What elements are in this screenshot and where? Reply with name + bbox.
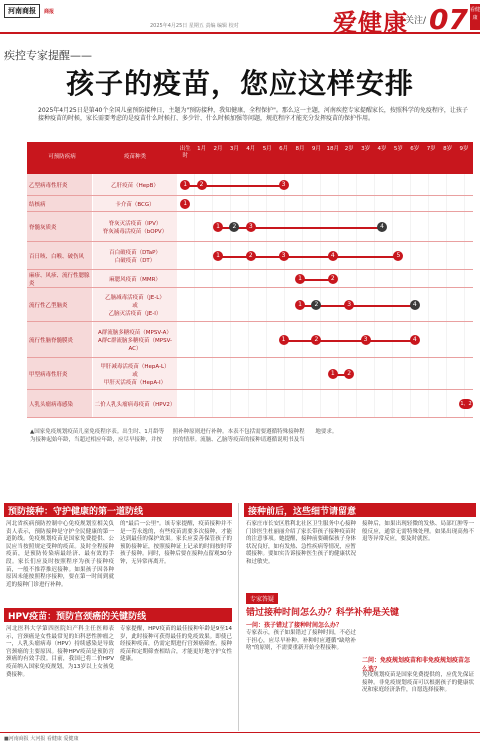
header-disease: 可预防疾病 [48, 154, 76, 160]
disease-name: 脊髓灰质炎 [27, 212, 93, 241]
hpv-col-1: 河北医科大学第四医院妇产科主任医师表示，宫颈癌是女性最常见的妇科恶性肿瘤之一，人乳头瘤病毒（HPV）持续感染是导致宫颈癌的主要原因。接种HPV疫苗是预防宫颈癌的有效手段。目前，我国已将二价HPV疫苗纳入国家免疫规划，为13岁以上女孩免费接种。 [6, 626, 114, 678]
header-age-7: 8月 [295, 146, 305, 152]
vaccine-name [93, 174, 177, 195]
dose-marker: 2 [311, 335, 321, 345]
disease-name: 流行性脑脊髓膜炎 [27, 322, 93, 357]
dose-marker: 2 [328, 274, 338, 284]
header-age-5: 5月 [262, 146, 272, 152]
vaccine-name [93, 288, 177, 321]
section-header-hpv [4, 608, 232, 622]
vaccine-line: 乙脑灭活疫苗（JE-I） [108, 310, 162, 317]
dose-marker: 4 [328, 251, 338, 261]
schedule-row [27, 196, 473, 212]
schedule-row [27, 390, 473, 418]
vaccine-name [93, 358, 177, 389]
precaution-col-1: 石家庄市长安区胜利北社区卫生服务中心接种门诊医生杜丽丽介绍了家长带孩子接种疫苗时的注意事项。她提醒，接种前要确保孩子身体状况良好，如有发热、急性疾病等情况，应暂缓接种。要如实告诉接种医生孩子的健康状况和过敏史。 [246, 521, 357, 565]
dose-marker: 1 [180, 180, 190, 190]
header-age-0: 出生时 [179, 146, 191, 159]
vaccine-line: 或 [132, 371, 138, 378]
vaccine-line: 脊灰减毒活疫苗（bOPV） [102, 228, 168, 235]
section-title-vaccination: 预防接种：守护健康的第一道防线 [8, 506, 144, 517]
section-title-precautions: 接种前后，这些细节请留意 [248, 506, 357, 517]
schedule-body [27, 174, 473, 418]
dose-marker: 1 [295, 274, 305, 284]
dose-marker: 1 [279, 335, 289, 345]
side-band: 看健康 [470, 4, 480, 30]
article-col-2: 的"最后一公里"。该专家提醒，疫苗接种并不是一劳永逸的，有些疫苗需要多次接种，才能达到最佳的保护效果。家长应妥善保管孩子的预防接种证，按照接种证上记录的时间按时带孩子接种。同时，接种后要在接种点留观30分钟，无异常再离开。 [120, 521, 232, 565]
dose-connector [284, 340, 415, 342]
schedule-row [27, 270, 473, 288]
dose-marker: 1 [295, 300, 305, 310]
column-divider [238, 503, 239, 731]
dose-marker: 1 [213, 222, 223, 232]
vaccine-name [93, 196, 177, 211]
schedule-row [27, 174, 473, 196]
dose-marker: 5 [393, 251, 403, 261]
schedule-row [27, 288, 473, 322]
newspaper-logo: 河南商报 [4, 4, 40, 18]
qa-tag: 专家答疑 [246, 593, 278, 604]
section-title: 爱健康 [333, 9, 408, 37]
schedule-header [27, 142, 487, 174]
vaccine-line: 乙脑减毒活疫苗（JE-L） [105, 294, 165, 301]
header-age-13: 5岁 [393, 146, 403, 152]
dose-marker: 1 [180, 199, 190, 209]
qa-title: 错过接种时间怎么办？科学补种是关键 [246, 608, 400, 618]
masthead-logo-group [4, 4, 54, 18]
dose-marker: 2 [246, 251, 256, 261]
header-age-3: 3月 [229, 146, 239, 152]
dose-connector [218, 227, 382, 229]
vaccine-line: 麻腮风疫苗（MMR） [109, 276, 161, 283]
date-line: 2025年4月25日 星期五 责编 编辑 校对 [150, 23, 239, 29]
vaccine-line: A群C群流脑多糖疫苗（MPSV-AC） [97, 337, 173, 352]
dose-marker: 1、2 [460, 401, 472, 407]
logo-subtitle: 商报 [44, 8, 55, 15]
section-header-precautions [244, 503, 476, 517]
header-age-8: 9月 [311, 146, 321, 152]
vaccine-name [93, 242, 177, 269]
lead-paragraph: 2025年4月25日是第40个全国儿童预防接种日，主题为"预防接种，我知健康，全程保护"。那么这一主题，河南疾控专家提醒家长，按照科学的免疫程序，让孩子接种疫苗的时候，家长需要考虑的是疫苗什么时候打、多少针、什么时候加强等问题，规范程序才能充分发挥疫苗的保护作用。 [38, 107, 468, 122]
dose-marker: 3 [279, 180, 289, 190]
dose-marker: 3 [344, 300, 354, 310]
hpv-col-2: 专家提醒，HPV疫苗的最佳接种年龄是9至14岁，此时接种可获得最佳的免疫效果。即使已经接种疫苗，仍需定期进行宫颈癌筛查。接种疫苗和定期筛查相结合，才能更好地守护女性健康。 [120, 626, 232, 663]
qa-answer-1: 专家表示，孩子如果错过了接种时间，不必过于担心，应尽早补种。补种时应遵循"缺啥补啥"的原则，不需要重新开始全程接种。 [246, 630, 357, 652]
header-age-11: 3岁 [361, 146, 371, 152]
dose-grid [177, 390, 473, 417]
vaccine-line: 甲肝灭活疫苗（HepA-I） [103, 379, 167, 386]
vaccine-name [93, 212, 177, 241]
vaccine-line: 乙肝疫苗（HepB） [111, 182, 159, 189]
dose-marker: 2 [344, 369, 354, 379]
header-age-2: 2月 [213, 146, 223, 152]
header-age-17: 9岁 [459, 146, 469, 152]
dose-marker: 4 [377, 222, 387, 232]
dose-marker: 1 [328, 369, 338, 379]
dose-grid [177, 358, 473, 389]
disease-name: 结核病 [27, 196, 93, 211]
vaccine-line: 白破疫苗（DT） [114, 257, 156, 264]
headline-kicker: 疾控专家提醒—— [4, 49, 92, 62]
vaccine-line: 二价人乳头瘤病毒疫苗（HPV2） [94, 401, 176, 408]
header-age-9: 18月 [326, 146, 340, 152]
section-label: ·关注/ [402, 16, 426, 26]
masthead [0, 0, 481, 37]
header-age-4: 4月 [246, 146, 256, 152]
schedule-row [27, 242, 473, 270]
header-age-16: 8岁 [443, 146, 453, 152]
schedule-row [27, 212, 473, 242]
dose-marker: 1 [213, 251, 223, 261]
vaccine-line: A群流脑多糖疫苗（MPSV-A） [98, 329, 172, 336]
qa-question-2: 二问：免疫规划疫苗和非免疫规划疫苗怎么选？ [362, 657, 471, 673]
vaccine-line: 卡介苗（BCG） [115, 201, 155, 208]
schedule-footnote: ▲国家免疫规划疫苗儿童免疫程序表。出生时、1月龄等为接种起始年龄，当超过相应年龄，应尽早接种，并按照补种原则进行补种。本表不包括需要遵循特殊接种程序的情形。流脑、乙脑等疫苗的接种请遵循说明书及当地要求。 [30, 429, 338, 443]
vaccine-name [93, 322, 177, 357]
header-age-10: 2岁 [344, 146, 354, 152]
disease-name: 人乳头瘤病毒感染 [27, 390, 93, 417]
immunization-schedule [27, 142, 487, 418]
header-vaccine: 疫苗种类 [123, 154, 146, 160]
header-age-18: 13岁以上 [474, 146, 487, 159]
header-age-12: 4岁 [377, 146, 387, 152]
disease-name: 百日咳、白喉、破伤风 [27, 242, 93, 269]
precaution-col-2: 接种后，如果出现轻微的发热、局部红肿等一般反应，通常无需特殊处理。如果出现高热不退等异常反应，要及时就医。 [362, 521, 474, 543]
header-age-14: 6岁 [410, 146, 420, 152]
header-age-15: 7岁 [426, 146, 436, 152]
vaccine-line: 甲肝减毒活疫苗（HepA-L） [100, 363, 170, 370]
dose-marker: 3 [246, 222, 256, 232]
vaccine-line: 百白破疫苗（DTaP） [109, 249, 161, 256]
vaccine-name [93, 270, 177, 287]
disease-name: 乙型病毒性肝炎 [27, 174, 93, 195]
dose-grid [177, 196, 473, 211]
article-col-1: 河北省疾病预防控制中心免疫规划室相关负责人表示，预防接种是守护全民健康的第一道防线。免疫规划疫苗是国家免费提供、公民应当按照规定受种的疫苗。及时全程接种疫苗，是预防传染病最经济、最有效的手段。家长们应及时按照程序为孩子接种疫苗，一般不推荐推迟接种。如果孩子因各种原因未能按照程序接种，要在第一时间到就近的接种门诊进行补种。 [6, 521, 114, 588]
dose-marker: 4 [410, 335, 420, 345]
dose-marker: 4 [410, 300, 420, 310]
vaccine-name [93, 390, 177, 417]
header-age-1: 1月 [197, 146, 207, 152]
schedule-row [27, 358, 473, 390]
dose-marker: 3 [279, 251, 289, 261]
qa-answer-2: 免疫规划疫苗是国家免费提供的，应优先保证接种。非免疫规划疫苗可以根据孩子的健康状况和家庭经济条件，自愿选择接种。 [362, 672, 474, 694]
main-headline: 孩子的疫苗，您应这样安排 [65, 67, 414, 100]
disease-name: 流行性乙型脑炎 [27, 288, 93, 321]
header-age-6: 6月 [279, 146, 289, 152]
disease-name: 甲型病毒性肝炎 [27, 358, 93, 389]
page-footer: ■河南商报 大河报 看健康 爱健康 [0, 732, 480, 742]
schedule-row [27, 322, 473, 358]
page-number: 07 [429, 3, 468, 36]
dose-marker: 2 [197, 180, 207, 190]
dose-marker: 2 [229, 222, 239, 232]
section-header-vaccination [4, 503, 232, 517]
section-title-hpv: HPV疫苗：预防宫颈癌的关键防线 [8, 611, 147, 622]
dose-marker: 3 [361, 335, 371, 345]
vaccine-line: 或 [132, 302, 138, 309]
vaccine-line: 脊灰灭活疫苗（IPV） [108, 220, 162, 227]
disease-name: 麻疹、风疹、流行性腮腺炎 [27, 270, 93, 287]
dose-marker: 2 [311, 300, 321, 310]
qa-question-1: 一问：孩子错过了接种时间怎么办？ [246, 622, 343, 629]
